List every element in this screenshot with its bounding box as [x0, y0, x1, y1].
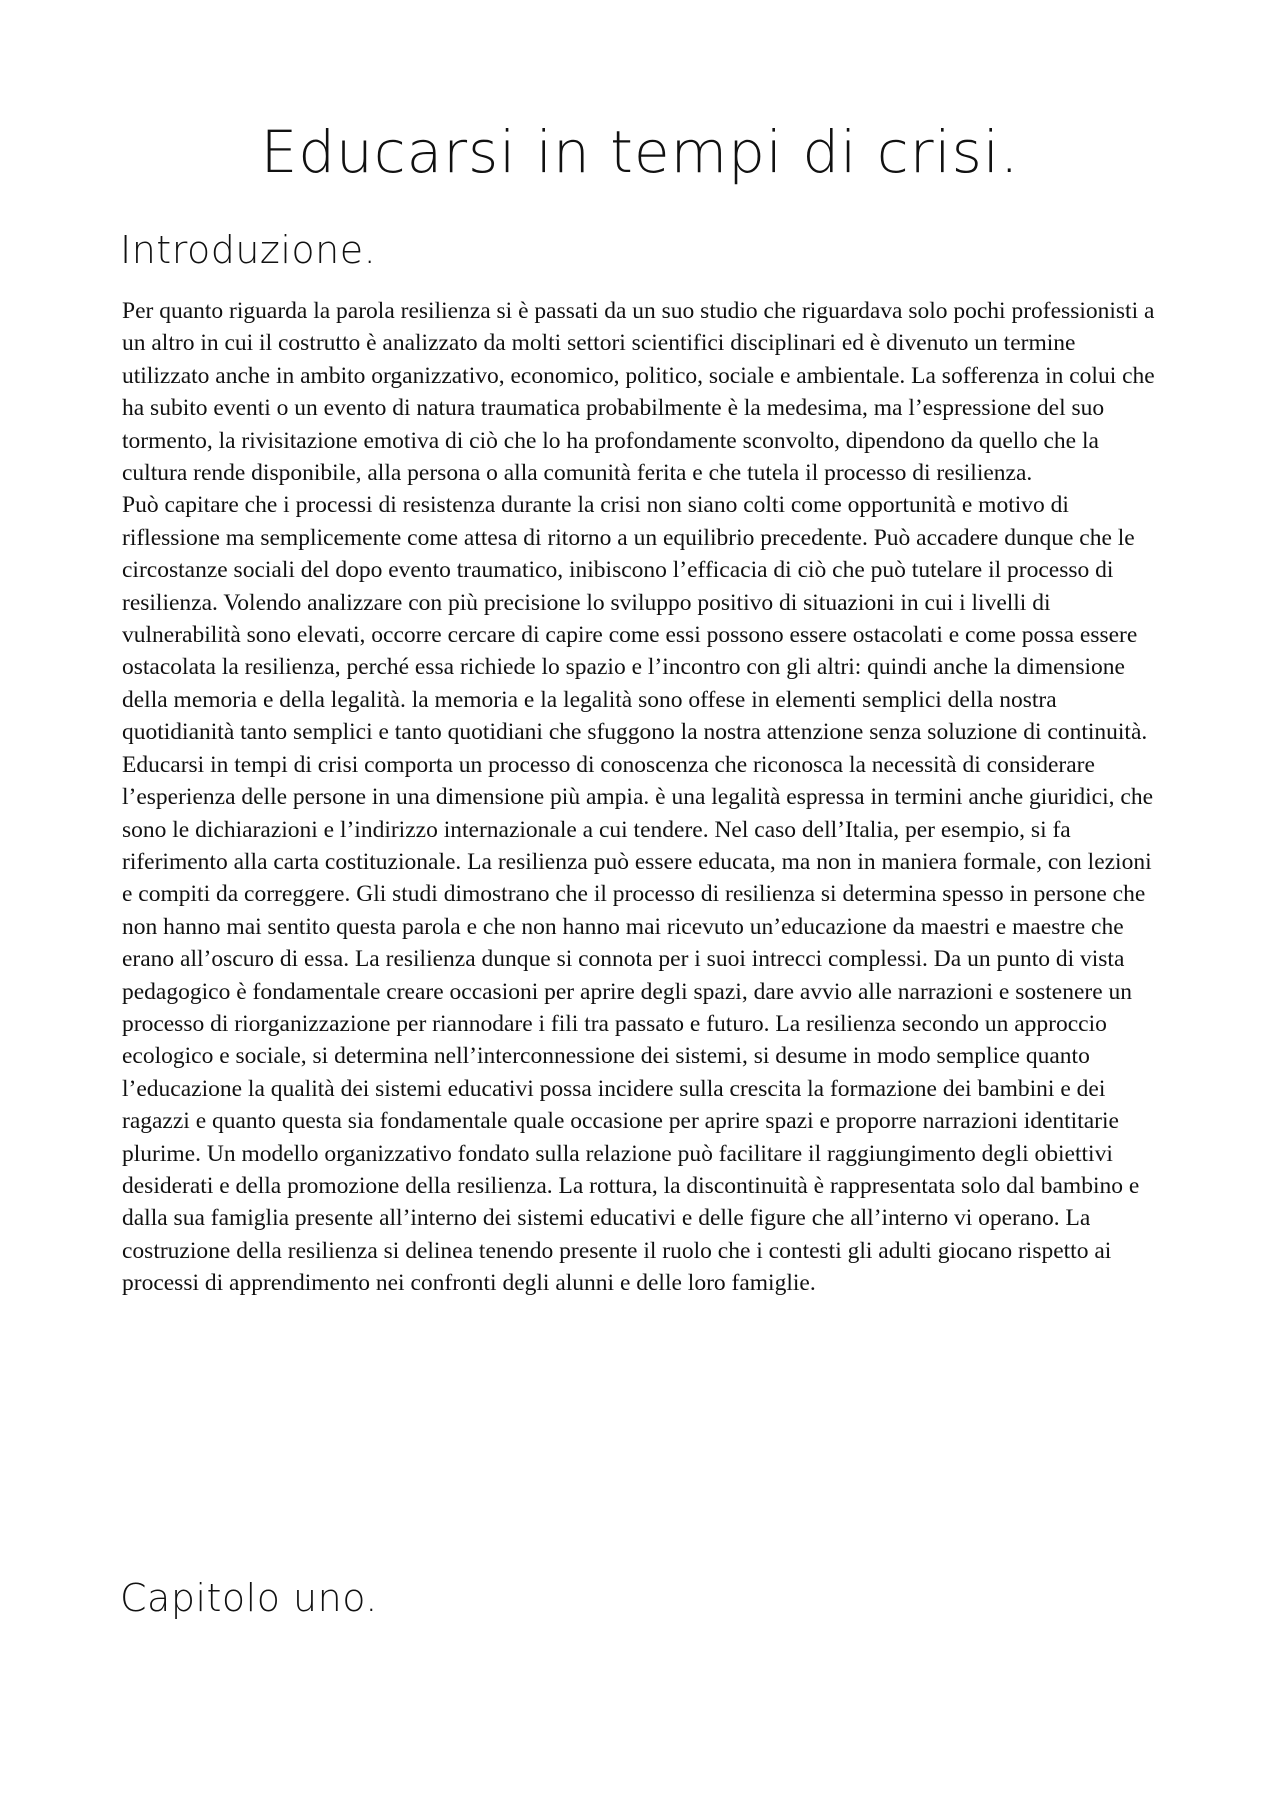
paragraph: Per quanto riguarda la parola resilienza si è passati da un suo studio che riguardava solo pochi professionisti a un altro in cui il costrutto è analizzato da molti settori scientifici disciplinari ed è divenuto un termine utilizzato anche in ambito organizzativo, economico, politico, sociale e ambientale. La sofferenza in colui che ha subito eventi o un evento di natura traumatica probabilmente è la medesima, ma l’espressione del suo tormento, la rivisitazione emotiva di ciò che lo ha profondamente sconvolto, dipendono da quello che la cultura rende disponibile, alla persona o alla comunità ferita e che tutela il processo di resilienza. — [122, 298, 1155, 487]
introduction-body — [122, 295, 1162, 1300]
paragraph: Può capitare che i processi di resistenza durante la crisi non siano colti come opportunità e motivo di riflessione ma semplicemente come attesa di ritorno a un equilibrio precedente. Può accadere dunque che le circostanze sociali del dopo evento traumatico, inibiscono l’efficacia di ciò che può tutelare il processo di resilienza. Volendo analizzare con più precisione lo sviluppo positivo di situazioni in cui i livelli di vulnerabilità sono elevati, occorre cercare di capire come essi possono essere ostacolati e come possa essere ostacolata la resilienza, perché essa richiede lo spazio e l’incontro con gli altri: quindi anche la dimensione della memoria e della legalità. la memoria e la legalità sono offese in elementi semplici della nostra quotidianità tanto semplici e tanto quotidiani che sfuggono la nostra attenzione senza soluzione di continuità. Educarsi in tempi di crisi comporta un processo di conoscenza che riconosca la necessità di considerare l’esperienza delle persone in una dimensione più ampia. è una legalità espressa in termini anche giuridici, che sono le dichiarazioni e l’indirizzo internazionale a cui tendere. Nel caso dell’Italia, per esempio, si fa riferimento alla carta costituzionale. La resilienza può essere educata, ma non in maniera formale, con lezioni e compiti da correggere. Gli studi dimostrano che il processo di resilienza si determina spesso in persone che non hanno mai sentito questa parola e che non hanno mai ricevuto un’educazione da maestri e maestre che erano all’oscuro di essa. La resilienza dunque si connota per i suoi intrecci complessi. Da un punto di vista pedagogico è fondamentale creare occasioni per aprire degli spazi, dare avvio alle narrazioni e sostenere un processo di riorganizzazione per riannodare i fili tra passato e futuro. La resilienza secondo un approccio ecologico e sociale, si determina nell’interconnessione dei sistemi, si desume in modo semplice quanto l’educazione la qualità dei sistemi educativi possa incidere sulla crescita la formazione dei bambini e dei ragazzi e quanto questa sia fondamentale quale occasione per aprire spazi e proporre narrazioni identitarie plurime. Un modello organizzativo fondato sulla relazione può facilitare il raggiungimento degli obiettivi desiderati e della promozione della resilienza. La rottura, la discontinuità è rappresentata solo dal bambino e dalla sua famiglia presente all’interno dei sistemi educativi e delle figure che all’interno vi operano. La costruzione della resilienza si delinea tenendo presente il ruolo che i contesti gli adulti giocano rispetto ai processi di apprendimento nei confronti degli alunni e delle loro famiglie. — [122, 492, 1154, 1297]
document-title: Educarsi in tempi di crisi. — [260, 118, 1020, 186]
section-heading-capitolo-uno: Capitolo uno. — [120, 1576, 378, 1620]
section-heading-introduzione: Introduzione. — [120, 228, 377, 272]
